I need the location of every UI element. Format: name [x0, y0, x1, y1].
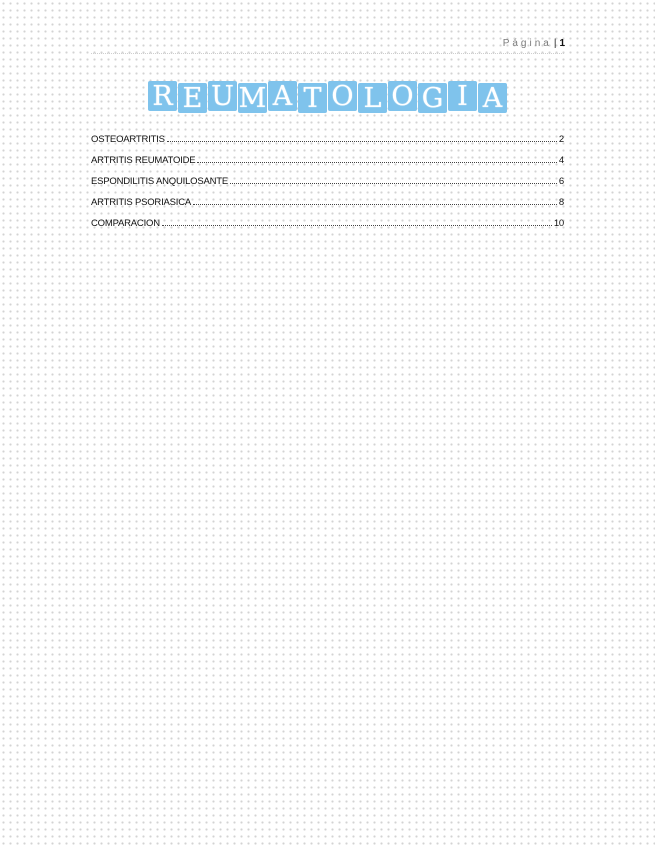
page-label: Página: [502, 38, 552, 49]
toc-entry-page: 4: [558, 155, 564, 166]
toc-entry-artritis-reumatoide[interactable]: [91, 155, 564, 176]
title-letter: G: [418, 83, 447, 113]
title-letter: L: [358, 83, 387, 113]
toc-leader: [193, 204, 557, 205]
toc-entry-osteoartritis[interactable]: [91, 134, 564, 155]
toc-entry-label: ARTRITIS REUMATOIDE: [91, 155, 196, 166]
toc-entry-page: 2: [558, 134, 564, 145]
title-letter: U: [208, 81, 237, 111]
title-letter: M: [238, 83, 267, 114]
page-number: 1: [559, 38, 565, 49]
table-of-contents: [91, 134, 564, 239]
toc-entry-label: ARTRITIS PSORIASICA: [91, 197, 192, 208]
header-separator: |: [553, 38, 557, 49]
toc-leader: [162, 225, 552, 226]
toc-entry-page: 10: [553, 218, 564, 229]
title-letter: A: [478, 83, 507, 113]
title-letter: T: [298, 83, 327, 113]
toc-entry-artritis-psoriasica[interactable]: [91, 197, 564, 218]
title-letter: I: [448, 81, 477, 111]
toc-entry-page: 8: [558, 197, 564, 208]
toc-entry-comparacion[interactable]: [91, 218, 564, 239]
title-letter: A: [268, 81, 297, 111]
toc-leader: [197, 162, 556, 163]
toc-entry-label: ESPONDILITIS ANQUILOSANTE: [91, 176, 229, 187]
page-header: [503, 38, 565, 49]
document-title: [0, 82, 655, 112]
title-letter: O: [328, 81, 357, 111]
toc-leader: [230, 183, 557, 184]
header-rule: [91, 53, 564, 54]
title-letter: R: [148, 81, 177, 111]
toc-entry-label: COMPARACION: [91, 218, 160, 229]
title-letter: E: [178, 83, 207, 113]
title-letter: O: [388, 81, 417, 111]
toc-leader: [167, 141, 557, 142]
toc-entry-espondilitis-anquilosante[interactable]: [91, 176, 564, 197]
toc-entry-page: 6: [558, 176, 564, 187]
toc-entry-label: OSTEOARTRITIS: [91, 134, 165, 145]
